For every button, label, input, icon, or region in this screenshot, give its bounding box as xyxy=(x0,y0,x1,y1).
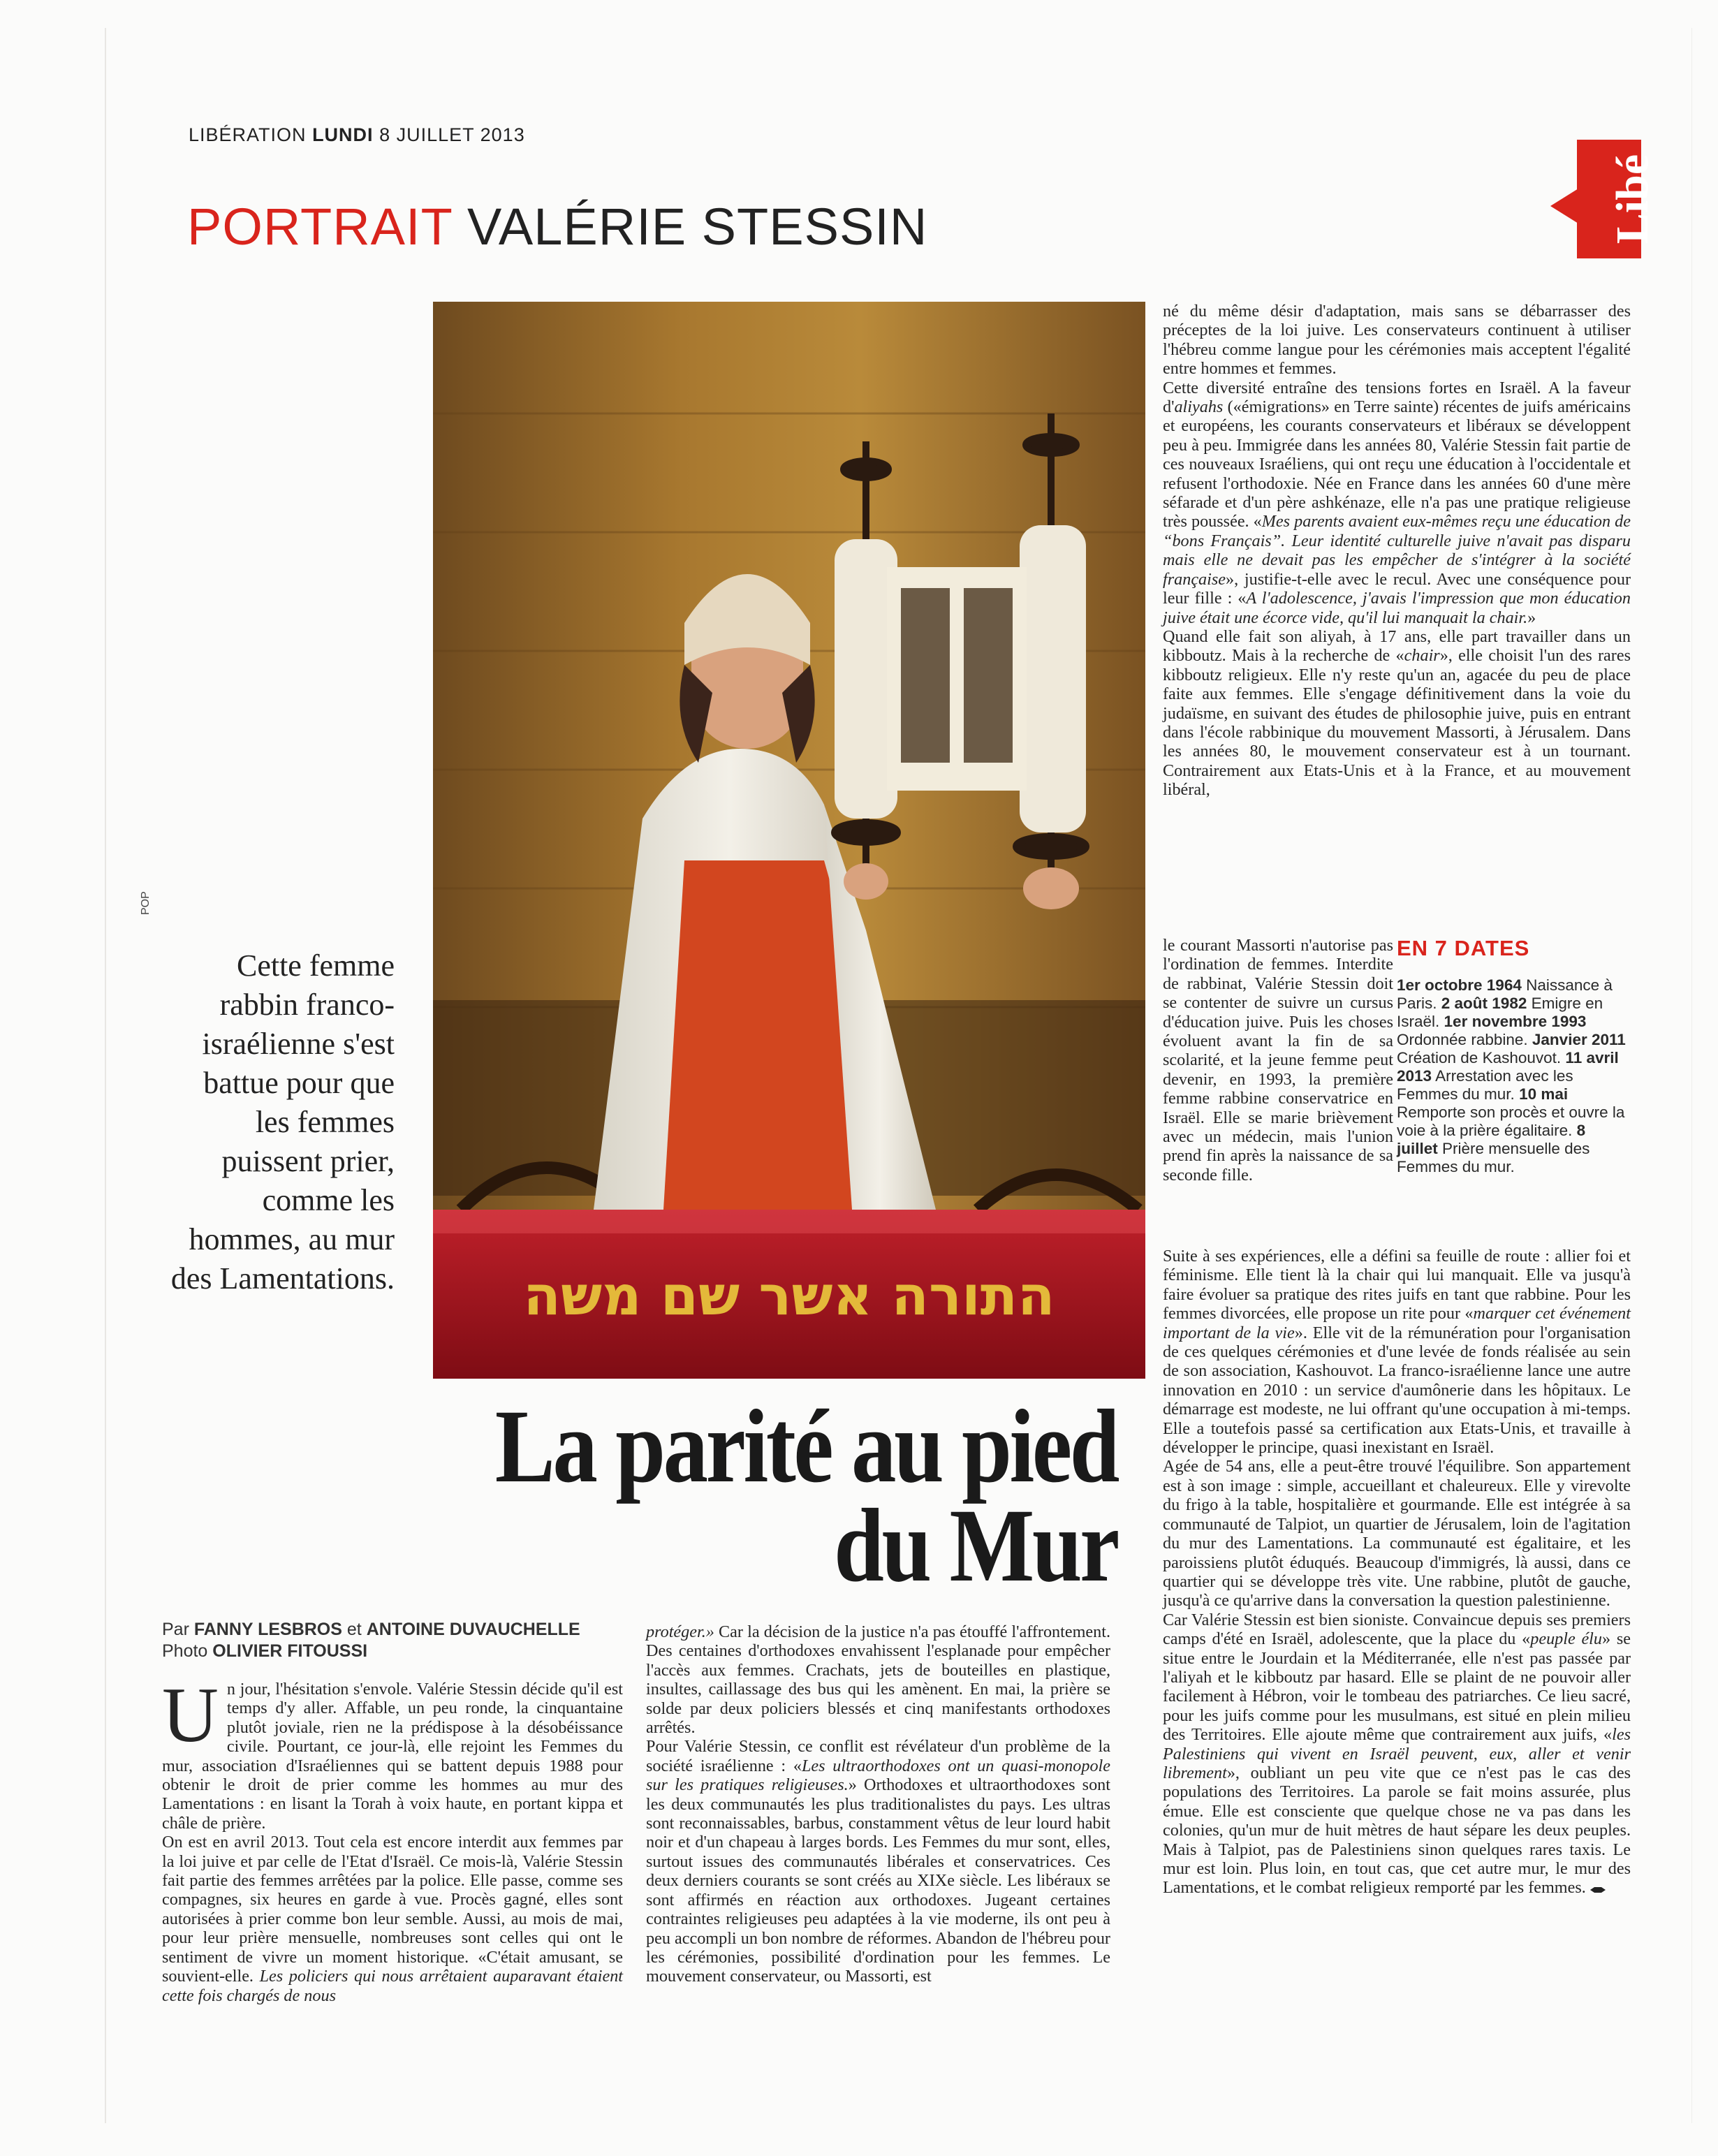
col3-text-6b: » se situe entre le Jourdain et la Méditerranée, elle n'est pas passée par l'aliyah et le kibboutz par hasard. Elle se plaint de ne pouvoir aller facilement à Hébron, voir le tombeau des patriarches. Ce lieu sacré, pour les juifs comme pour les musulmans, est situé en plein milieu des Territoires. Elle ajoute même que contrairement aux juifs, « xyxy=(1163,1629,1631,1745)
col1-text-1: n jour, l'hésitation s'envole. Valérie Stessin décide qu'il est temps d'y aller. Affable, un peu ronde, la cinquantaine plutôt joviale, rien ne la prédispose à la désobéissance civile. Pourtant, ce jour-là, elle rejoint les Femmes du mur, association d'Israéliennes qui se battent depuis 1988 pour obtenir le droit de prier comme les hommes au mur des Lamentations : en lisant la Torah à voix haute, en portant kippa et châle de prière. xyxy=(162,1680,623,1833)
col3-paragraph-1 xyxy=(1163,302,1631,379)
portrait-name: VALÉRIE STESSIN xyxy=(467,198,928,256)
col1-text-2: On est en avril 2013. Tout cela est encore interdit aux femmes par la loi juive et par celle de l'Etat d'Israël. Ce mois-là, Valérie Stessin fait partie des femmes arrêtées par la police. Elle passe, comme ses compagnes, six heures en garde à vue. Procès gagné, elles sont autorisées à prier comme bon leur semble. Aussi, au mois de mai, pour leur prière mensuelle, nombreuses sont celles qui ont le sentiment de vivre un moment historique. «C'était amusant, se souvient-elle. xyxy=(162,1833,623,1986)
headline-line-1: La parité au pied xyxy=(494,1388,1117,1504)
col3-text-3b: », elle choisit l'un des rares kibboutz religieux. Elle n'y reste qu'un an, agacée du peu de place faite aux femmes. Elle s'engage définitivement dans la voie du judaïsme, en suivant des études de philosophie juive, puis en entrant dans l'école rabbinique du mouvement Massorti, à Jérusalem. Dans les années 80, le mouvement conservateur est à un tournant. Contrairement aux Etats-Unis et à la France, et au mouvement libéral, xyxy=(1163,646,1631,800)
header-date: 8 JUILLET 2013 xyxy=(379,124,525,145)
col3-text-2a: Cette diversité entraîne des tensions fortes en Israël. A la faveur d' xyxy=(1163,378,1631,417)
col3-paragraph-4 xyxy=(1163,1247,1631,1457)
col3-text-2d: » xyxy=(1527,608,1536,627)
col3-quote-adolescence: A l'adolescence, j'avais l'impression que mon éducation juive était une écorce vide, qu'il lui manquait la chair. xyxy=(1163,589,1631,627)
byline xyxy=(162,1619,580,1662)
column-3-top xyxy=(1163,302,1631,800)
col2-text-2b: » Orthodoxes et ultraorthodoxes sont les deux communautés les plus traditionalistes du pays. Les ultras sont reconnaissables, barbus, constamment vêtus de leur lourd habit noir et d'un chapeau à larges bords. Les Femmes du mur sont, elles, surtout issues des communautés libérales et conservatrices. Ces deux derniers courants se sont créés au XIXe siècle. Les libéraux se sont affirmés en réaction aux orthodoxes. Jugeant certaines contraintes religieuses peu adaptées à la vie moderne, ils ont peu à peu accompli un bon nombre de réformes. Abandon de l'hébreu pour les cérémonies, possibilité d'ordination pour les femmes. Le mouvement conservateur, ou Massorti, est xyxy=(646,1775,1110,1986)
date-item: 10 mai Remporte son procès et ouvre la voie à la prière égalitaire. xyxy=(1397,1085,1625,1139)
col2-paragraph-2 xyxy=(646,1737,1110,1986)
section-label: PORTRAIT xyxy=(187,198,453,256)
photo-credit: POP xyxy=(140,891,152,915)
libe-logo xyxy=(1550,140,1658,258)
date-item: Janvier 2011 Création de Kashouvot. xyxy=(1397,1031,1626,1066)
col3-paragraph-5: Agée de 54 ans, elle a peut-être trouvé l'équilibre. Son appartement est à son image : simple, accueillant et chaleureux. Elle y virevolte du frigo à la table, hospitalière et gourmande. Elle est intégrée à sa communauté de Talpiot, un quartier de Jérusalem, loin de l'agitation du mur des Lamentations. La communauté est égalitaire, et les paroissiens plutôt éduqués. Beaucoup d'immigrés, là aussi, dans ce quartier qui se développe très vite. Une rabbine, plutôt de gauche, jusqu'à ce qu'arrive dans la conversation la question palestinienne. xyxy=(1163,1457,1631,1611)
col3-text-2c: », justifie-t-elle avec le recul. Avec une conséquence pour leur fille : « xyxy=(1163,569,1631,608)
dates-box xyxy=(1397,936,1631,1176)
col3-quote-palestiniens: les Palestiniens qui vivent en Israël peuvent, eux, aller et venir librement xyxy=(1163,1725,1631,1782)
date-item: 11 avril 2013 Arrestation avec les Femmes du mur. xyxy=(1397,1049,1619,1103)
col3-text-6a: Car Valérie Stessin est bien sioniste. Convaincue depuis ses premiers camps d'été en Israël, adolescente, que la place du « xyxy=(1163,1610,1631,1649)
paper-name: LIBÉRATION xyxy=(189,124,307,145)
col3-text-4b: ». Elle vit de la rémunération pour l'organisation de ces quelques cérémonies et d'une levée de fonds réalisée au sein de son association, Kashouvot. La franco-israélienne lance une autre innovation en 2010 : un service d'aumônerie dans les hôpitaux. Le démarrage est modeste, ne lui offrant qu'une occupation à mi-temps. Elle a toutefois passé sa certification aux Etats-Unis, et travaille à développer le principe, quasi inexistant en Israël. xyxy=(1163,1323,1631,1458)
byline-prefix: Par xyxy=(162,1620,189,1639)
col3-italic-aliyahs: aliyahs xyxy=(1174,397,1224,417)
running-header xyxy=(189,124,525,146)
col3-text-3a: Quand elle fait son aliyah, à 17 ans, elle part travailler dans un kibboutz. Mais à la recherche de « xyxy=(1163,626,1631,666)
col3-text-2b: («émigrations» en Terre sainte) récentes de juifs américains et européens, les courants conservateurs et libéraux se développent peu à peu. Immigrée dans les années 80, Valérie Stessin fait partie de ces nouveaux Israéliens, qui ont reçu une éducation à l'occidentale et refusent l'orthodoxie. Née en France dans les années 60 d'une mère séfarade et d'un père ashkénaze, elle n'a pas une pratique religieuse très poussée. « xyxy=(1163,397,1631,531)
col3-text-4a: Suite à ses expériences, elle a défini sa feuille de route : allier foi et féminisme. Elle tient là la chair qui lui manquait. Elle va jusqu'à faire évoluer sa pratique des rites juifs en tant que rabbine. Pour les femmes divorcées, elle propose un rite pour « xyxy=(1163,1247,1631,1323)
col3-quote-parents: Mes parents avaient eux-mêmes reçu une éducation de “bons Français”. Leur identité culturelle juive n'avait pas disparu mais elle ne devait pas les empêcher de s'intégrer à la société française xyxy=(1163,512,1631,589)
dropcap: U xyxy=(162,1672,219,1759)
col3-text-6c: », oubliant un peu vite que ce n'est pas le cas des populations des Territoires. La parole se fait moins assurée, plus émue. Elle est consciente que quelque chose ne va pas dans les colonies, qu'un mur de huit mètres de haut sépare les deux peuples. Mais à Talpiot, pas de Palestiniens sinon quelques rares taxis. Le mur est loin. Plus loin, en tout cas, que cet autre mur, le mur des Lamentations, et le combat religieux remporté par les femmes. xyxy=(1163,1763,1631,1898)
lead-text: Cette femme rabbin franco-israélienne s'est battue pour que les femmes puissent prier, comme les hommes, au mur des Lamentations. xyxy=(170,948,395,1296)
end-mark-icon xyxy=(1590,1887,1606,1893)
headline-line-2: du Mur xyxy=(834,1488,1117,1604)
column-3-bottom xyxy=(1163,1247,1631,1898)
column-1 xyxy=(162,1672,624,2005)
col2-text-1: Car la décision de la justice n'a pas étouffé l'affrontement. Des centaines d'orthodoxes envahissent l'esplanade pour empêcher l'accès aux femmes. Crachats, jets de bouteilles en plastique, insultes, caillassage des bus qui les amènent. En mai, la prière se solde par deux policiers blessés et cinq manifestants orthodoxes arrêtés. xyxy=(646,1622,1110,1738)
col3-paragraph-6 xyxy=(1163,1611,1631,1898)
portrait-photo xyxy=(433,302,1145,1379)
date-item: 1er octobre 1964 Naissance à Paris. xyxy=(1397,976,1613,1012)
col2-quote-1: protéger.» xyxy=(646,1622,714,1641)
photographer: OLIVIER FITOUSSI xyxy=(212,1641,368,1661)
col3-quote-rite: marquer cet événement important de la vie xyxy=(1163,1304,1631,1342)
byline-and: et xyxy=(346,1620,362,1639)
date-item: 1er novembre 1993 Ordonnée rabbine. xyxy=(1397,1013,1587,1048)
col1-paragraph-2 xyxy=(162,1833,623,2005)
col1-quote: Les policiers qui nous arrêtaient auparavant étaient cette fois chargés de nous xyxy=(162,1967,624,2005)
dates-list xyxy=(1397,976,1631,1176)
col3-italic-chair: chair xyxy=(1404,646,1440,666)
photo-inscription: התורה אשר שם משה xyxy=(523,1265,1055,1328)
col2-paragraph-1 xyxy=(646,1622,1110,1737)
header-day: LUNDI xyxy=(312,124,374,145)
col3-text-1: né du même désir d'adaptation, mais sans se débarrasser des préceptes de la loi juive. Les conservateurs continuent à utiliser l'hébreu comme langue pour les cérémonies mais acceptent l'égalité entre hommes et femmes. xyxy=(1163,302,1631,379)
col3-italic-peuple: peuple élu xyxy=(1530,1629,1602,1649)
author-2: ANTOINE DUVAUCHELLE xyxy=(366,1620,580,1639)
photo-prefix: Photo xyxy=(162,1641,208,1661)
col3-paragraph-2 xyxy=(1163,379,1631,627)
section-rubric xyxy=(187,197,927,256)
author-1: FANNY LESBROS xyxy=(193,1620,342,1639)
logo-text: Libé xyxy=(1607,154,1658,244)
headline xyxy=(493,1388,1117,1604)
date-item: 8 juillet Prière mensuelle des Femmes du mur. xyxy=(1397,1122,1590,1175)
date-item: 2 août 1982 Emigre en Israël. xyxy=(1397,995,1603,1030)
col2-quote-2: Les ultraorthodoxes ont un quasi-monopole sur les pratiques religieuses. xyxy=(646,1756,1110,1795)
column-3-narrow xyxy=(1163,936,1393,1185)
column-2 xyxy=(646,1622,1110,1986)
col3-narrow-text: le courant Massorti n'autorise pas l'ordination de femmes. Interdite de rabbinat, Valérie Stessin doit se contenter de suivre un cursus d'éducation juive. Puis les choses évoluent avant la fin de sa scolarité, et la jeune femme peut devenir, en 1993, la première femme rabbine conservatrice en Israël. Elle se marie brièvement avec un médecin, mais l'union prend fin après la naissance de sa seconde fille. xyxy=(1163,936,1393,1185)
col3-paragraph-3 xyxy=(1163,627,1631,800)
col2-text-2a: Pour Valérie Stessin, ce conflit est révélateur d'un problème de la société israélienne : « xyxy=(646,1737,1110,1775)
dates-heading: EN 7 DATES xyxy=(1397,936,1530,960)
col1-paragraph-1 xyxy=(162,1672,623,1833)
